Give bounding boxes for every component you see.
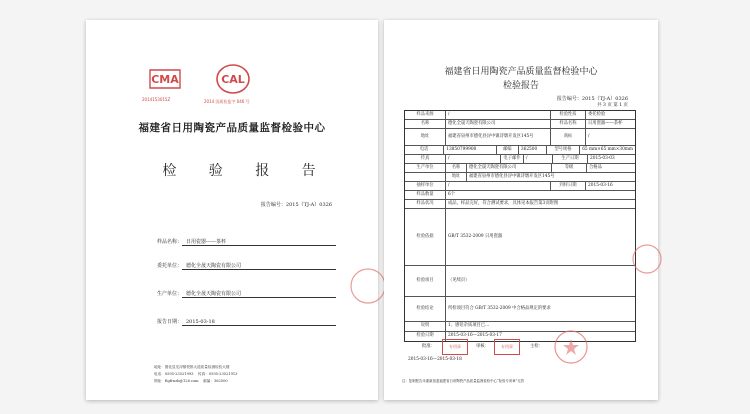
table-row <box>405 119 635 128</box>
footer-note: 注：复制报告未重新加盖福建省日用陶瓷产品质量监督检验中心“检验专用章”无效 <box>402 379 525 383</box>
field-sample-name <box>144 238 336 246</box>
report-detail-page <box>384 20 658 400</box>
field-client <box>144 262 336 270</box>
cell-label: 检验项目 <box>416 277 434 283</box>
cell-value: / <box>445 155 500 163</box>
issue-date: 2015-03-16—2015-03-18 <box>408 357 462 362</box>
table-row <box>405 296 635 321</box>
cell-label: 到样日期 <box>550 182 585 190</box>
cell-value: 委托检验 <box>585 111 635 119</box>
cell-label: 检验性质 <box>550 111 585 119</box>
review-label: 审核： <box>476 344 489 349</box>
report-cover-page <box>86 20 378 400</box>
approve-label: 批准： <box>422 344 435 349</box>
page-indicator: 共 3 页 第 1 页 <box>597 103 628 108</box>
table-row <box>405 181 635 190</box>
cell-label: 检验依据 <box>416 233 434 239</box>
cell-label: 商标 <box>550 129 585 145</box>
cell-label: 名称 <box>445 164 466 172</box>
report-number: 报告编号：2015（TJ-A）0326 <box>260 202 332 208</box>
table-row <box>405 331 635 341</box>
table-row <box>405 190 635 199</box>
cell-label: 地址 <box>420 133 430 139</box>
field-value: 2015-03-18 <box>182 319 336 326</box>
table-row <box>405 154 635 163</box>
svg-text:CAL: CAL <box>221 73 245 86</box>
cell-label: 地址 <box>445 173 466 181</box>
cell-value: 所检项目符合 GB/T 3532-2009 中合格品规定的要求 <box>445 297 635 321</box>
cell-value: GB/T 3532-2009 日用瓷器 <box>445 209 635 265</box>
table-row <box>405 172 635 181</box>
red-seal-icon <box>630 242 664 276</box>
inspect-label: 主检： <box>530 344 543 349</box>
cell-label: 传真 <box>420 155 430 161</box>
report-table <box>404 110 636 342</box>
report-title: 检 验 报 告 <box>162 163 330 179</box>
table-row <box>405 321 635 331</box>
table-row <box>405 128 635 145</box>
cell-label: 名称 <box>420 120 430 126</box>
cell-label: 抽样单位 <box>416 182 434 188</box>
certification-logos <box>86 46 378 116</box>
field-report-date <box>144 318 336 326</box>
field-value: 德化全晟天陶瓷有限公司 <box>182 262 336 270</box>
cell-label: 检验日期 <box>416 333 434 339</box>
cell-value: （见续页） <box>445 266 635 296</box>
cell-value: 日用瓷器——茶杯 <box>585 120 635 128</box>
institute-name: 福建省日用陶瓷产品质量监督检验中心 <box>138 122 326 134</box>
cell-value: 362500 <box>518 146 546 154</box>
field-label: 报告日期： <box>156 319 182 325</box>
cell-value: 福建省泉州市德化县浔中镇诗墩开发区145号 <box>445 129 550 145</box>
cell-value: 福建省泉州市德化县浔中镇诗墩开发区145号 <box>466 173 635 181</box>
cell-value: 德化全晟天陶瓷有限公司 <box>466 164 551 172</box>
institute-name: 福建省日用陶瓷产品质量监督检验中心 <box>444 67 598 77</box>
cal-logo-code: 2014 国质检监字 046 号 <box>204 99 250 104</box>
svg-text:CMA: CMA <box>151 73 179 86</box>
cell-value: 2015-03-03 <box>587 155 635 163</box>
field-value: 日用瓷器——茶杯 <box>182 238 336 246</box>
cma-logo-icon <box>146 66 184 92</box>
cell-label: 电子邮件 <box>500 155 523 163</box>
field-label: 委托单位： <box>156 263 182 269</box>
field-label: 生产单位： <box>156 291 182 297</box>
cell-label: 电话 <box>419 146 429 152</box>
cell-value: 1、感铅杂质项目已... <box>445 322 635 331</box>
table-row <box>405 163 635 172</box>
footer-postcode: 邮编：362500 <box>203 379 228 383</box>
stamp-review: 专用章 <box>494 339 520 355</box>
cell-value: 成品，样品完好，符合测试要求，具体见本报告第3页附图 <box>445 200 635 208</box>
cell-value: 65 mm×65 mm×30mm <box>579 146 635 154</box>
red-seal-icon <box>552 328 590 366</box>
cma-logo-code: 2014153015Z <box>142 97 171 102</box>
table-row <box>405 199 635 208</box>
stamp-approve: 专用章 <box>442 339 468 355</box>
cell-label: 生产日期 <box>552 155 587 163</box>
footer-address: 地址：德化县龙浔镇瓷都大道质量检测检验大楼 <box>154 365 230 369</box>
cell-value: 13850799908 <box>443 146 496 154</box>
cell-label: 样品来源 <box>416 111 434 117</box>
cell-label: 邮编 <box>496 146 518 154</box>
field-label: 样品名称： <box>156 239 182 245</box>
cell-value: 2015-03-16 <box>585 182 635 190</box>
cell-label: 生产单位 <box>416 164 434 170</box>
field-manufacturer <box>144 290 336 298</box>
cell-value: / <box>585 129 635 145</box>
cell-value: 2015-03-16—2015-03-17 <box>445 332 635 341</box>
cell-value: 德化全晟天陶瓷有限公司 <box>445 120 550 128</box>
cell-label <box>405 173 445 181</box>
cell-value: 6个 <box>445 191 635 199</box>
cell-label: 型号规格 <box>546 146 580 154</box>
cell-value: 合格品 <box>586 164 635 172</box>
cell-label: 样品状况 <box>416 200 434 206</box>
footer-email: 网址：ftgfrnzb@126.com <box>154 379 199 383</box>
footer-email-post <box>154 379 228 384</box>
report-number: 报告编号：2015（TJ-A）0326 <box>556 96 628 102</box>
cell-label: 说明 <box>420 323 430 329</box>
cal-logo-icon <box>214 62 252 96</box>
table-row <box>405 265 635 296</box>
footer-phone-fax <box>154 372 237 377</box>
table-row <box>405 111 635 119</box>
cell-value: / <box>445 111 550 119</box>
cell-label: 检验结论 <box>416 305 434 311</box>
cell-value: / <box>445 182 550 190</box>
field-value: 德化全晟天陶瓷有限公司 <box>182 290 336 298</box>
cell-value: / <box>523 155 552 163</box>
cell-label: 等级 <box>551 164 586 172</box>
red-seal-icon <box>348 266 388 306</box>
footer-fax: 传真：0595-23521913 <box>198 372 238 376</box>
table-row <box>405 208 635 265</box>
cell-label: 样品名称 <box>550 120 585 128</box>
table-row <box>405 145 635 154</box>
footer-phone: 电话：0595-23521993 <box>154 372 194 376</box>
report-title: 检验报告 <box>502 81 539 91</box>
cell-label: 样品数量 <box>416 191 434 197</box>
